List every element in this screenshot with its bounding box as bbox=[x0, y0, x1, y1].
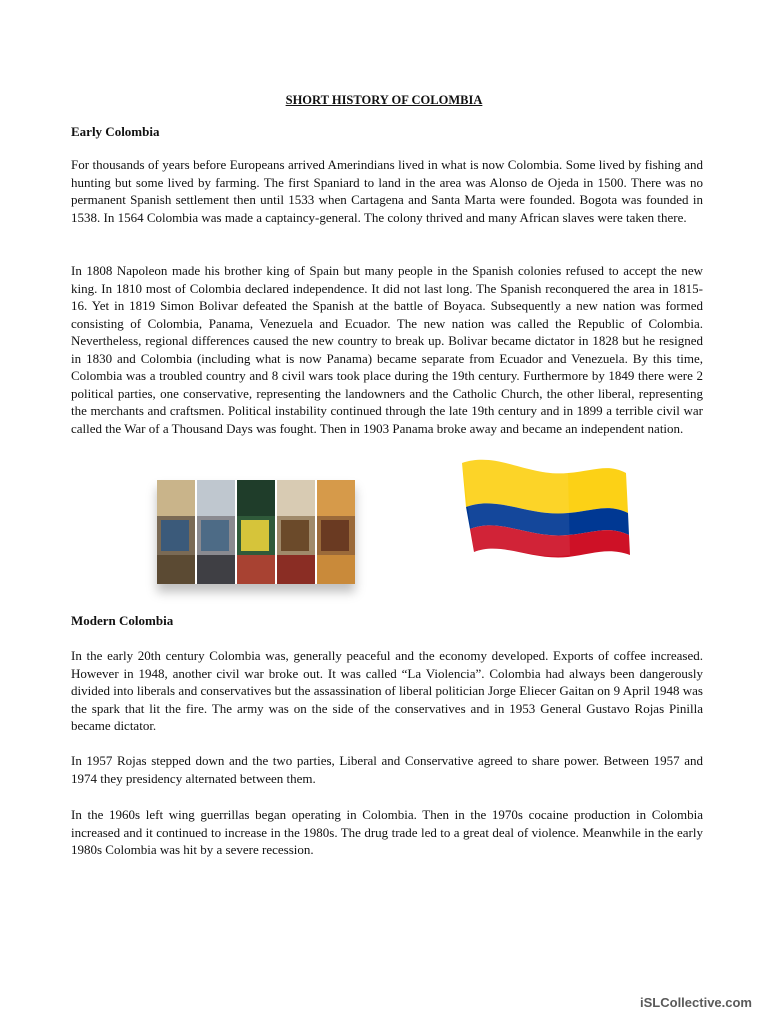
collage-panel bbox=[277, 480, 315, 584]
page-title: SHORT HISTORY OF COLOMBIA bbox=[285, 93, 483, 107]
paragraph-early-1: For thousands of years before Europeans arrived Amerindians lived in what is now Colombia. Some lived by fishing and hunting but some lived by farming. The first Spaniard to land in the area was Alonso de Ojeda in 1500. There was no permanent Spanish settlement then until 1533 when Cartagena and Santa Marta were founded. Bogota was founded in 1538. In 1564 Colombia was made a captaincy-general. The colony thrived and many African slaves were taken there. bbox=[71, 157, 703, 225]
section-heading-modern-colombia: Modern Colombia bbox=[71, 613, 174, 628]
collage-panel bbox=[157, 480, 195, 584]
watermark: iSLCollective.com bbox=[640, 995, 752, 1010]
paragraph-modern-3: In the 1960s left wing guerrillas began operating in Colombia. Then in the 1970s cocaine production in Colombia increased and it continued to increase in the 1980s. The drug trade led to a great deal of violence. Meanwhile in the early 1980s Colombia was hit by a severe recession. bbox=[71, 807, 703, 857]
collage-panel bbox=[197, 480, 235, 584]
paragraph-modern-2: In 1957 Rojas stepped down and the two parties, Liberal and Conservative agreed to share power. Between 1957 and 1974 they presidency alternated between them. bbox=[71, 753, 703, 786]
paragraph-modern-1: In the early 20th century Colombia was, generally peaceful and the economy developed. Exports of coffee increased. However in 1948, another civil war broke out. It was called “La Violencia”. Colombia had always been dangerously divided into liberals and conservatives but the assassination of liberal politician Jorge Eliecer Gaitan on 9 April 1948 was the spark that lit the fire. The army was on the side of the conservatives and in 1953 General Gustavo Rojas Pinilla became dictator. bbox=[71, 648, 703, 733]
collage-panel bbox=[317, 480, 355, 584]
section-heading-early-colombia: Early Colombia bbox=[71, 124, 160, 139]
collage-panel bbox=[237, 480, 275, 584]
paragraph-early-2: In 1808 Napoleon made his brother king of Spain but many people in the Spanish colonies refused to accept the new king. In 1810 most of Colombia declared independence. It did not last long. The Spanish reconquered the area in 1815-16. Yet in 1819 Simon Bolivar defeated the Spanish at the battle of Boyaca. Subsequently a new nation was formed consisting of Colombia, Panama, Venezuela and Ecuador. The new nation was called the Republic of Colombia. Nevertheless, regional differences caused the new country to break up. Bolivar became dictator in 1828 but he resigned in 1830 and Colombia (including what is now Panama) became separate from Ecuador and Venezuela. By this time, Colombia was a troubled country and 8 civil wars took place during the 19th century. Furthermore by 1849 there were 2 political parties, one conservative, representing the landowners and the Catholic Church, the other liberal, representing the merchants and craftsmen. Political instability continued through the late 19th century and in 1899 a terrible civil war called the War of a Thousand Days was fought. Then in 1903 Panama broke away and became an independent nation. bbox=[71, 263, 703, 436]
photo-collage-icon bbox=[157, 480, 355, 584]
colombia-flag-icon bbox=[458, 455, 633, 570]
